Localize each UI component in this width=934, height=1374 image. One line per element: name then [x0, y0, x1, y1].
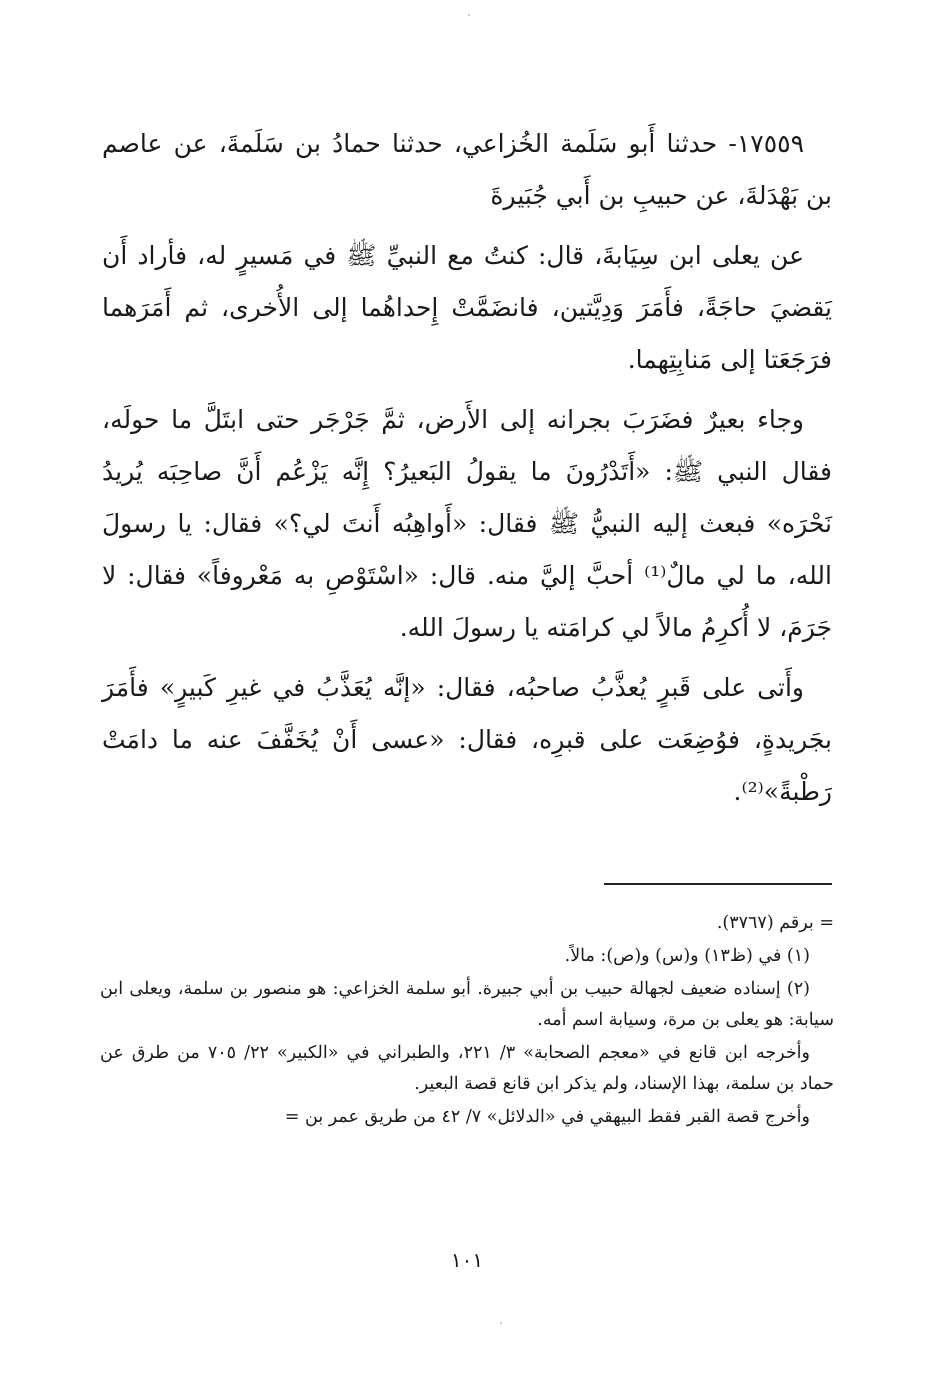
scan-speck — [500, 1322, 502, 1324]
footnote-1: (١) في (ظ١٣) و(س) و(ص): مالاً. — [564, 946, 810, 966]
paragraph-isnad: ١٧٥٥٩- حدثنا أَبو سَلَمة الخُزاعي، حدثنا حمادُ بن سَلَمةَ، عن عاصم بن بَهْدَلةَ، عن حبيبِ بن أَبي جُبَيرةَ — [102, 129, 832, 210]
paragraph-camel: وجاء بعيرٌ فضَرَبَ بجرانه إلى الأَرض، ثمَّ جَرْجَر حتى ابتَلَّ ما حولَه، فقال النبي ﷺ: «أَتَدْرُونَ ما يقولُ البَعيرُ؟ إِنَّه يَزْعُم أَنَّ صاحِبَه يُريدُ نَحْرَه» فبعث إليه النبيُّ ﷺ فقال: «أَواهِبُه أَنتَ لي؟» فقال: يا رسولَ الله، ما لي مالٌ⁽¹⁾ أحبَّ إليَّ منه. قال: «اسْتَوْصِ به مَعْروفاً» فقال: لا جَرَمَ، لا أُكرِمُ مالاً لي كرامَته يا رسولَ الله. — [102, 405, 832, 642]
footnotes-section — [100, 908, 834, 1135]
footnote-continuation: = برقم (٣٧٦٧). — [716, 913, 834, 933]
scan-speck — [468, 14, 470, 16]
main-text-body — [102, 118, 832, 826]
footnote-separator — [604, 883, 832, 885]
paragraph-trees: عن يعلى ابن سِيَابةَ، قال: كنتُ مع النبيِّ ﷺ في مَسيرٍ له، فأراد أَن يَقضيَ حاجَةً، فأَمَرَ وَدِيَّتين، فانضَمَّتْ إِحداهُما إلى الأُخرى، ثم أَمَرَهما فرَجَعَتا إلى مَنابِتِهما. — [102, 241, 832, 374]
footnote-2-continued: وأخرجه ابن قانع في «معجم الصحابة» ٣/ ٢٢١، والطبراني في «الكبير» ٢٢/ ٧٠٥ من طرق عن حماد بن سلمة، بهذا الإسناد، ولم يذكر ابن قانع قصة البعير. — [100, 1043, 834, 1094]
paragraph-grave: وأَتى على قَبرٍ يُعذَّبُ صاحبُه، فقال: «إنَّه يُعَذَّبُ في غيرِ كَبيرٍ» فأَمَرَ بجَريدةٍ، فوُضِعَت على قبرِه، فقال: «عسى أَنْ يُخَفَّفَ عنه ما دامَتْ رَطْبةً»⁽²⁾. — [102, 673, 832, 806]
footnote-2-final: وأخرج قصة القبر فقط البيهقي في «الدلائل» ٧/ ٤٢ من طريق عمر بن = — [284, 1107, 810, 1127]
page-number: ١٠١ — [450, 1248, 484, 1272]
footnote-2: (٢) إسناده ضعيف لجهالة حبيب بن أبي جبيرة. أبو سلمة الخزاعي: هو منصور بن سلمة، ويعلى ابن سيابة: هو يعلى بن مرة، وسيابة اسم أمه. — [100, 979, 834, 1030]
